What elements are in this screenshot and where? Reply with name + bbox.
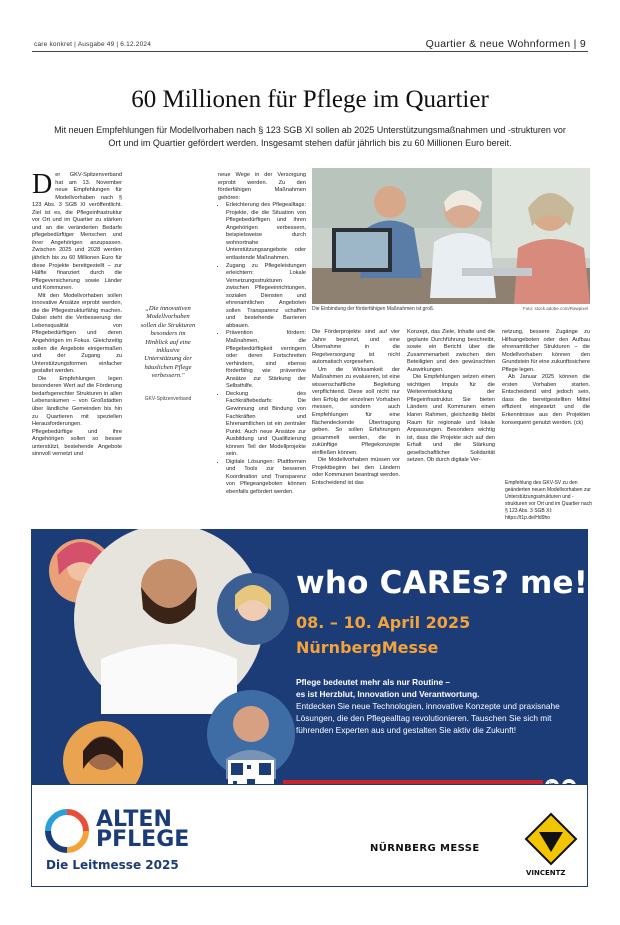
photo-credit: Foto: stock.adobe.com/Rawpixel [522, 306, 588, 311]
list-item: • Erleichterung des Pflegealltags: Projekte, die die Situation von Pflegebedürftigen und ihren Angehörigen verbessern, beispielsweise durch wohnortnahe Unterstützungsangebote oder entlastende Maßnahmen. [226, 202, 306, 262]
ad-date: 08. – 10. April 2025 [296, 613, 471, 632]
logo-tagline: Die Leitmesse 2025 [46, 858, 179, 872]
paragraph: er GKV-Spitzenverband hat am 13. November neue Empfehlungen für Modellvorhaben nach § 123 Abs. 3 SGB XI veröffentlicht. Ziel ist es, die Pflegeinfrastruktur vor Ort und im Quartier zu stärken und an die veränderten Bedarfe pflegebedürftiger Menschen und ihrer Angehörigen anzupassen. Zwischen 2025 und 2028 werden jährlich bis zu 60 Millionen Euro für diese Projekte bereitgestellt – zur Hälfte finanziert durch die Pflegeversicherung sowie Länder und Kommunen. [32, 172, 122, 292]
paragraph: Um die Wirksamkeit der Maßnahmen zu evaluieren, ist eine wissenschaftliche Begleitung verpflichtend. Diese soll nicht nur den Erfolg der einzelnen Vorhaben messen, sondern auch Empfehlungen für eine flächendeckende Übertragung geben. So sollen Erfahrungen gesammelt werden, die in zukünftige Pflegekonzepte einfließen können. [312, 366, 400, 456]
paragraph: Die Empfehlungen legen besonderen Wert auf die Förderung bedarfsgerechter Strukturen in allen Lebensräumen – von Großstädten über ländliche Gemeinden bis hin zu Quartieren mit speziellen Herausforderungen. Pflegebedürftige und ihre Angehörigen sollen so besser unterstützt, bestehende Angebote sinnvoll vernetzt und [32, 375, 122, 458]
measures-list [218, 202, 306, 496]
vincentz-logo-icon [524, 812, 578, 866]
paragraph: Ab Januar 2025 können die ersten Vorhaben starten. Entscheidend wird jedoch sein, dass die bereitgestellten Mittel effizient eingesetzt und die Erkenntnisse aus den Projekten konsequent genutzt werden. (ck) [502, 374, 590, 426]
ad-body-text: Entdecken Sie neue Technologien, innovative Konzepte und praxisnahe Lösungen, die den Pflegealltag revolutionieren. Tauschen Sie sich mit führenden Experten aus und gestalten Sie aktiv die Zukunft! [296, 701, 560, 735]
paragraph: Die Empfehlungen setzen einen wichtigen Impuls für die Weiterentwicklung der Pflegeinfrastruktur. Sie bieten Ländern und Kommunen einen klaren Rahmen, gleichzeitig bleibt Raum für regionale und lokale Anpassungen. Besonders wichtig ist, dass die Projekte sich auf den Erhalt und die Stärkung gesellschaftlicher Solidarität setzen. Ob durch digitale Ver- [407, 374, 495, 464]
nuernbergmesse-logo: NÜRNBERG MESSE [370, 843, 480, 854]
paragraph: Die Förderprojekte sind auf vier Jahre begrenzt, und eine Übernahme in die Regelversorgung ist nicht automatisch vorgesehen. [312, 329, 400, 366]
paragraph: neue Wege in der Versorgung erprobt werden. Zu den förderfähigen Maßnahmen gehören: [218, 172, 306, 201]
altenpflege-logo-icon [44, 808, 90, 854]
column-2 [218, 172, 306, 497]
list-item: • Zugang zu Pflegeleistungen erleichtern: Lokale Vernetzungsstrukturen zwischen Pflegeeinrichtungen, sozialen Diensten und ehrenamtlichen Angeboten sollen Transparenz schaffen und bestehende Barrieren abbauen. [226, 263, 306, 331]
ad-intro-2: es ist Herzblut, Innovation und Verantwortung. [296, 689, 480, 699]
ad-title: who CAREs? me! [296, 565, 589, 601]
ad-intro: Pflege bedeutet mehr als nur Routine – [296, 677, 450, 687]
altenpflege-logo [96, 807, 190, 852]
pull-quote: „Die innovativen Modellvorhaben sollen die Strukturen besonders im Hinblick auf eine inklusive Unterstützung der häuslichen Pflege verbessern." [140, 305, 196, 380]
article-photo [312, 168, 590, 304]
logo-line: PFLEGE [96, 827, 190, 852]
photo-caption: Die Einbindung der förderfähigen Maßnahmen ist groß. [312, 306, 435, 312]
ad-body [296, 676, 571, 736]
issue-info: care konkret | Ausgabe 49 | 6.12.2024 [34, 41, 152, 48]
ad-venue: NürnbergMesse [296, 638, 439, 657]
column-3 [312, 329, 400, 487]
list-item: • Digitale Lösungen: Plattformen und Tools zur besseren Koordination und Transparenz von Pflegeangeboten können ebenfalls gefördert werden. [226, 459, 306, 497]
column-5 [502, 329, 590, 427]
header-rule [32, 51, 588, 52]
section-title: Quartier & neue Wohnformen | 9 [425, 38, 586, 50]
photo-seniors-at-computer [312, 168, 590, 304]
paragraph: Konzept, das Ziele, Inhalte und die geplante Durchführung beschreibt, sowie ein Bericht über die Zusammenarbeit zwischen den Beteiligten und den gewünschten Auswirkungen. [407, 329, 495, 373]
list-item: • Deckung des Fachkräftebedarfs: Die Gewinnung und Bindung von Fachkräften und Ehrenamtlichen ist ein zentraler Punkt. Auch neue Ansätze zur Ausbildung und Qualifizierung können Teil der Modellprojekte sein. [226, 391, 306, 459]
quote-source: GKV-Spitzenverband [144, 396, 192, 402]
list-item: • Prävention fördern: Maßnahmen, die Pflegebedürftigkeit verringern oder deren Fortschreiten verhindern, sind ebenso förderfähig wie präventive Ansätze zur Stärkung der Selbsthilfe. [226, 330, 306, 390]
vincentz-logo: VINCENTZ [526, 869, 566, 877]
paragraph: Mit den Modellvorhaben sollen innovative Ansätze erprobt werden, die die Pflegestrukturfähig machen. Dabei steht die Verbesserung der Lebensqualität von Pflegebedürftigen und deren Angehörigen im Fokus. Gleichzeitig sollen die Angebote einigermaßen und der Zugang zu Unterstützungsformen einfacher gestaltet werden. [32, 292, 122, 375]
column-1 [32, 169, 122, 459]
headline: 60 Millionen für Pflege im Quartier [131, 86, 489, 113]
logo-line: ALTEN [96, 807, 172, 832]
subhead: Mit neuen Empfehlungen für Modellvorhaben nach § 123 SGB XI sollen ab 2025 Unterstützungsmaßnahmen und -strukturen vor Ort und im Quartier gefördert werden. Insgesamt stehen dafür jährlich bis zu 60 Millionen Euro bereit. [54, 125, 566, 148]
info-box: Empfehlung des GKV-SV zu den geänderten neuen Modellvorhaben zur Unterstützungsstrukturen und -strukturen vor Ort und im Quartier nach § 123 Abs. 3 SGB XI: https://t1p.de/Hd9ho [505, 480, 592, 521]
paragraph: Die Modellvorhaben müssen vor Projektbeginn bei den Ländern oder Kommunen beantragt werden. Entscheidend ist das [312, 457, 401, 486]
dropcap: D [32, 169, 53, 200]
paragraph: netzung, bessere Zugänge zu Hilfsangeboten oder den Aufbau ehrenamtlicher Strukturen – die Modellvorhaben können den Grundstein für eine zukunftssichere Pflege legen. [502, 329, 590, 373]
column-4 [407, 329, 495, 465]
